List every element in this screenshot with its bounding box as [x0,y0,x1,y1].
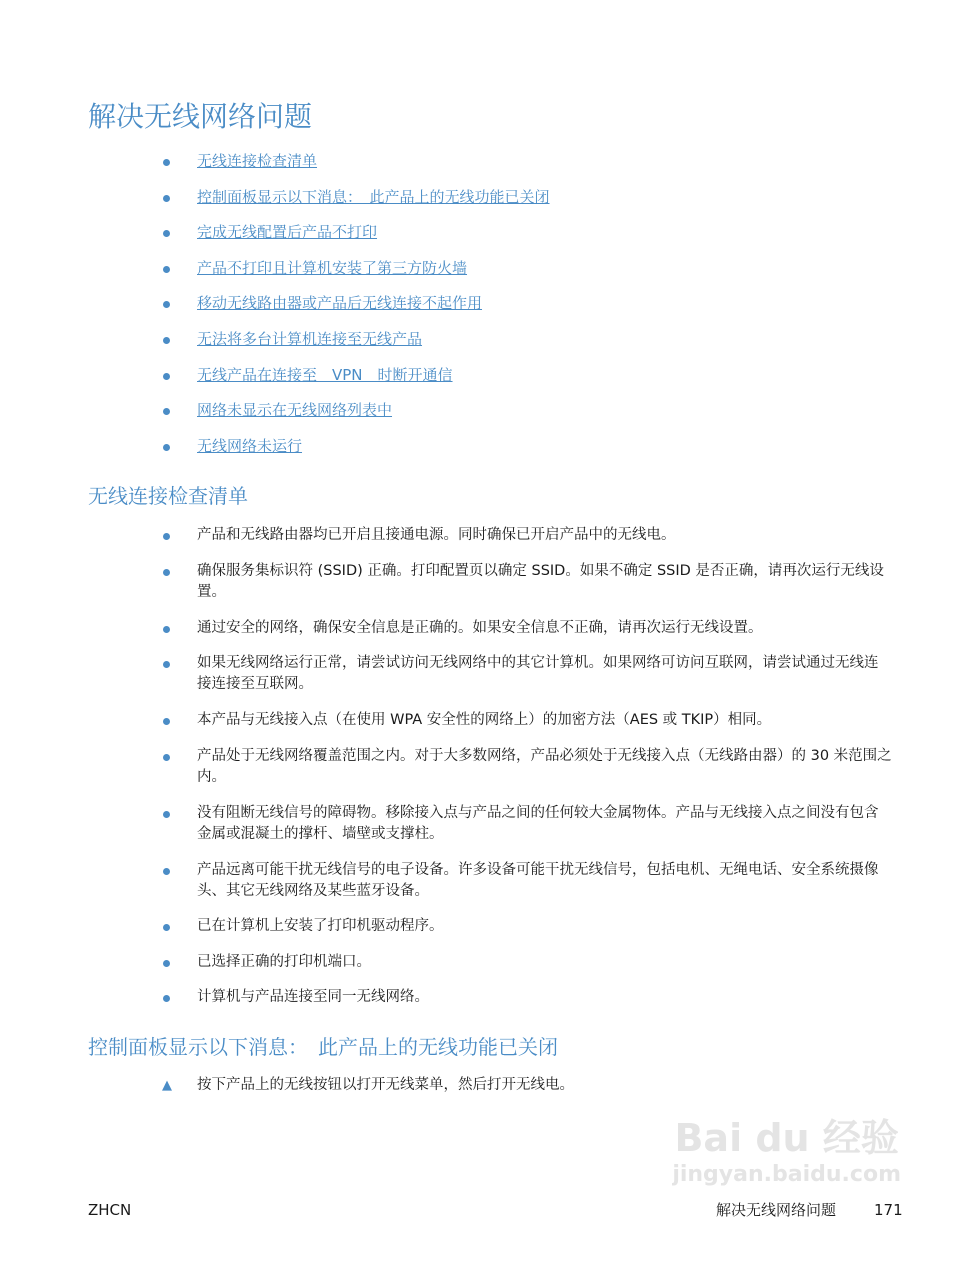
watermark-url: jingyan.baidu.com [672,1162,901,1187]
toc-link[interactable]: 控制面板显示以下消息： 此产品上的无线功能已关闭 [197,188,550,206]
checklist-item: 产品和无线路由器均已开启且接通电源。同时确保已开启产品中的无线电。 [197,527,676,543]
bullet-icon [163,195,170,202]
step-text: 按下产品上的无线按钮以打开无线菜单，然后打开无线电。 [197,1077,574,1093]
bullet-icon [163,811,170,818]
section-heading: 无线连接检查清单 [88,484,248,508]
bullet-icon [163,408,170,415]
checklist-item: 本产品与无线接入点（在使用 WPA 安全性的网络上）的加密方法（AES 或 TKIP）相同。 [197,712,772,728]
toc-link[interactable]: 无线连接检查清单 [197,152,318,170]
bullet-icon [163,337,170,344]
toc-link[interactable]: 完成无线配置后产品不打印 [197,223,378,241]
checklist-item: 通过安全的网络，确保安全信息是正确的。如果安全信息不正确，请再次运行无线设置。 [197,620,763,636]
bullet-icon [163,444,170,451]
toc-link[interactable]: 移动无线路由器或产品后无线连接不起作用 [197,294,483,312]
checklist-item: 确保服务集标识符 (SSID) 正确。打印配置页以确定 SSID。如果不确定 SSID 是否正确，请再次运行无线设置。 [197,563,884,600]
checklist-item: 没有阻断无线信号的障碍物。移除接入点与产品之间的任何较大金属物体。产品与无线接入点之间没有包含金属或混凝土的撑杆、墙壁或支撑柱。 [197,805,879,842]
page-number: 171 [874,1201,903,1219]
bullet-icon [163,266,170,273]
bullet-icon [163,995,170,1002]
checklist-item: 如果无线网络运行正常，请尝试访问无线网络中的其它计算机。如果网络可访问互联网，请尝试通过无线连接连接至互联网。 [197,655,879,692]
toc-link[interactable]: 产品不打印且计算机安装了第三方防火墙 [197,259,468,277]
checklist-item: 已在计算机上安装了打印机驱动程序。 [197,918,444,934]
bullet-icon [163,754,170,761]
toc-link[interactable]: 无线产品在连接至 VPN 时断开通信 [197,366,453,384]
footer-section: 解决无线网络问题 [716,1201,837,1219]
footer-locale: ZHCN [88,1201,132,1219]
bullet-icon [163,960,170,967]
checklist-item: 计算机与产品连接至同一无线网络。 [197,989,429,1005]
step-triangle-icon: ▲ [162,1078,172,1093]
bullet-icon [163,718,170,725]
page-title: 解决无线网络问题 [88,100,313,133]
bullet-icon [163,230,170,237]
toc-link[interactable]: 无线网络未运行 [197,437,303,455]
bullet-icon [163,373,170,380]
bullet-icon [163,569,170,576]
bullet-icon [163,159,170,166]
bullet-icon [163,626,170,633]
watermark-logo [672,1116,901,1194]
bullet-icon [163,924,170,931]
checklist-item: 已选择正确的打印机端口。 [197,954,371,970]
bullet-icon [163,533,170,540]
checklist-item: 产品远离可能干扰无线信号的电子设备。许多设备可能干扰无线信号，包括电机、无绳电话、安全系统摄像头、其它无线网络及某些蓝牙设备。 [197,862,879,899]
toc-link[interactable]: 无法将多台计算机连接至无线产品 [197,330,423,348]
bullet-icon [163,301,170,308]
toc-link[interactable]: 网络未显示在无线网络列表中 [197,401,393,419]
watermark-brand: Bai du 经验 [674,1116,899,1160]
checklist-item: 产品处于无线网络覆盖范围之内。对于大多数网络，产品必须处于无线接入点（无线路由器）的 30 米范围之内。 [197,748,892,785]
section-heading: 控制面板显示以下消息： 此产品上的无线功能已关闭 [88,1035,558,1059]
bullet-icon [163,868,170,875]
bullet-icon [163,661,170,668]
